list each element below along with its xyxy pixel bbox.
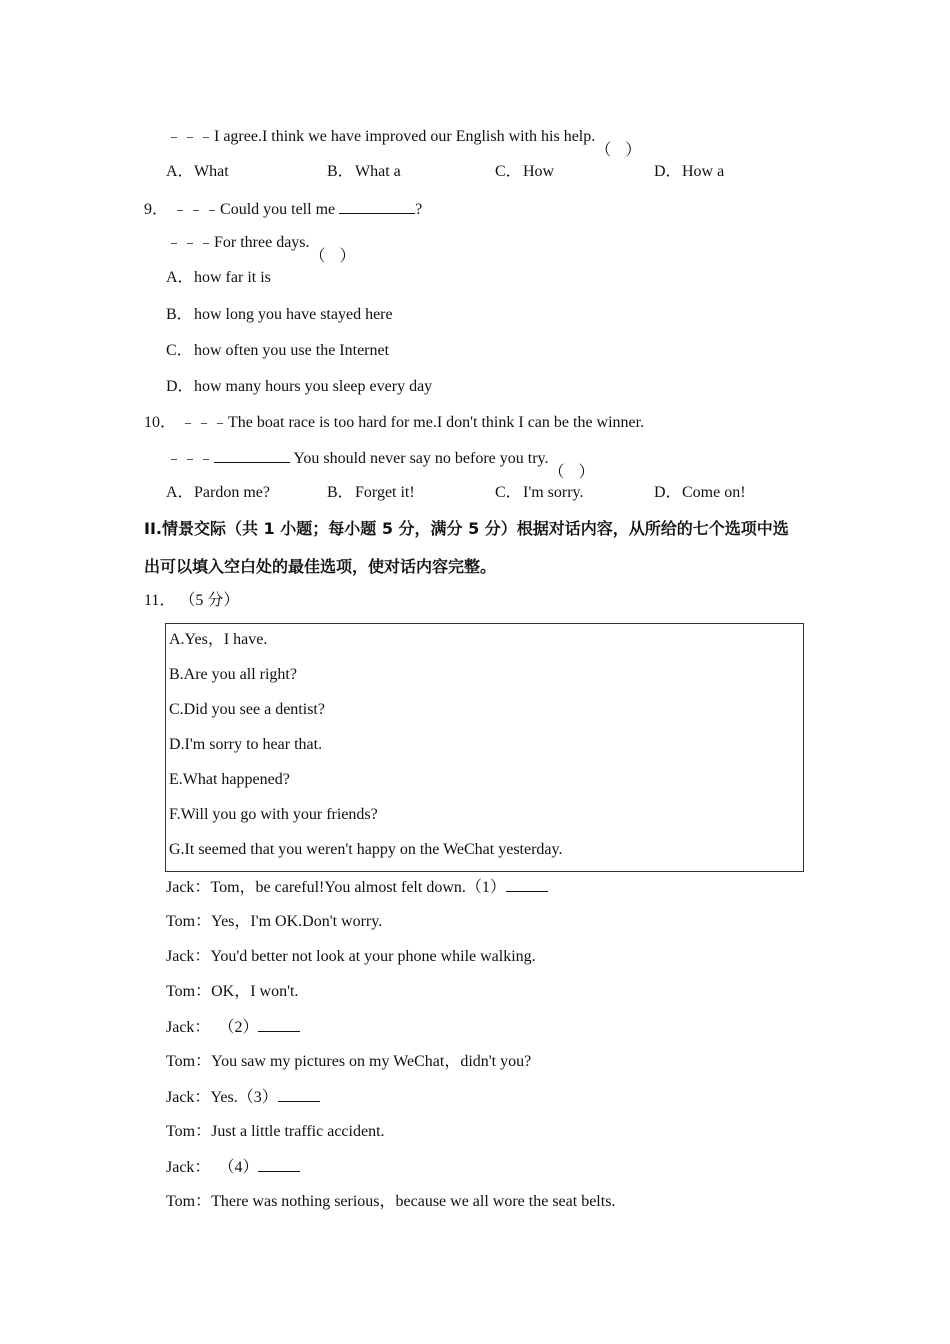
q8-option-b: B．What a <box>327 163 401 180</box>
dialogue-line: Tom：Yes，I'm OK.Don't worry. <box>166 913 383 930</box>
speaker-label: Jack： <box>166 1159 211 1176</box>
speaker-label: Tom： <box>166 913 212 930</box>
box-option-g: G.It seemed that you weren't happy on the WeChat yesterday. <box>169 841 563 858</box>
q8-option-c: C．How <box>495 163 555 180</box>
dialogue-line: Jack：Yes.（3） <box>166 1087 320 1107</box>
q9-response <box>166 233 356 253</box>
box-option-d: D.I'm sorry to hear that. <box>169 736 323 753</box>
q8-option-d: D．How a <box>654 163 725 180</box>
speaker-label: Jack： <box>166 1089 211 1106</box>
q8-response-text: ﹣﹣﹣I agree.I think we have improved our English with his help. <box>166 128 596 145</box>
box-option-a: A.Yes，I have. <box>169 631 268 648</box>
q10-prompt <box>144 413 644 433</box>
dialogue-line: Jack： （4） <box>166 1157 300 1177</box>
q10-option-c: C．I'm sorry. <box>495 484 584 501</box>
speaker-label: Jack： <box>166 1019 211 1036</box>
box-option-e: E.What happened? <box>169 771 290 788</box>
box-option-f: F.Will you go with your friends? <box>169 806 378 823</box>
box-option-b: B.Are you all right? <box>169 666 297 683</box>
q9-prompt: 9． ﹣﹣﹣Could you tell me ? <box>144 201 423 218</box>
q9-option-a: A．how far it is <box>166 269 271 286</box>
answer-blank <box>339 199 415 214</box>
dialogue-line: Jack： （2） <box>166 1017 300 1037</box>
q10-prompt-text: ﹣﹣﹣The boat race is too hard for me.I don't think I can be the winner. <box>180 414 645 431</box>
q10-number: 10． <box>144 414 177 431</box>
answer-blank <box>214 448 290 463</box>
answer-blank <box>258 1017 300 1032</box>
q8-response <box>166 127 641 147</box>
q10-option-a: A．Pardon me? <box>166 484 270 501</box>
speaker-label: Tom： <box>166 983 212 1000</box>
section-heading-line1: II.情景交际（共 1 小题；每小题 5 分，满分 5 分）根据对话内容，从所给的七个选项中选 <box>144 519 789 538</box>
dialogue-line: Tom：There was nothing serious，because we all wore the seat belts. <box>166 1193 616 1210</box>
q9-option-c: C．how often you use the Internet <box>166 342 390 359</box>
q9-response-text: ﹣﹣﹣For three days. <box>166 234 310 251</box>
q10-response-text: You should never say no before you try. <box>293 450 549 467</box>
q11-points: （5 分） <box>179 592 240 609</box>
answer-blank <box>258 1157 300 1172</box>
q8-option-a: A．What <box>166 163 229 180</box>
q10-response: ﹣﹣﹣ You should never say no before you try. <box>166 450 549 467</box>
q9-option-b: B．how long you have stayed here <box>166 306 393 323</box>
dialogue-line: Jack：You'd better not look at your phone while walking. <box>166 948 536 965</box>
q10-option-d: D．Come on! <box>654 484 746 501</box>
q11-option-box <box>165 623 804 872</box>
dialogue-line: Tom：OK，I won't. <box>166 983 299 1000</box>
section-heading-line2: 出可以填入空白处的最佳选项，使对话内容完整。 <box>144 557 497 576</box>
speaker-label: Tom： <box>166 1123 212 1140</box>
q10-option-b: B．Forget it! <box>327 484 415 501</box>
q11-header <box>144 591 239 611</box>
speaker-label: Jack： <box>166 879 211 896</box>
box-option-c: C.Did you see a dentist? <box>169 701 325 718</box>
dialogue-line: Tom：You saw my pictures on my WeChat，didn't you? <box>166 1053 532 1070</box>
q9-number: 9． <box>144 201 169 218</box>
answer-blank <box>278 1087 320 1102</box>
speaker-label: Jack： <box>166 948 211 965</box>
dialogue-line: Tom：Just a little traffic accident. <box>166 1123 385 1140</box>
dialogue-line: Jack：Tom，be careful!You almost felt down.（1） <box>166 877 548 897</box>
q11-number: 11． <box>144 592 176 609</box>
q8-options <box>166 162 806 182</box>
answer-blank <box>506 877 548 892</box>
q9-prompt-text: ﹣﹣﹣Could you tell me <box>172 201 336 218</box>
q9-option-d: D．how many hours you sleep every day <box>166 378 433 395</box>
speaker-label: Tom： <box>166 1053 212 1070</box>
speaker-label: Tom： <box>166 1193 212 1210</box>
q10-options <box>166 483 806 503</box>
